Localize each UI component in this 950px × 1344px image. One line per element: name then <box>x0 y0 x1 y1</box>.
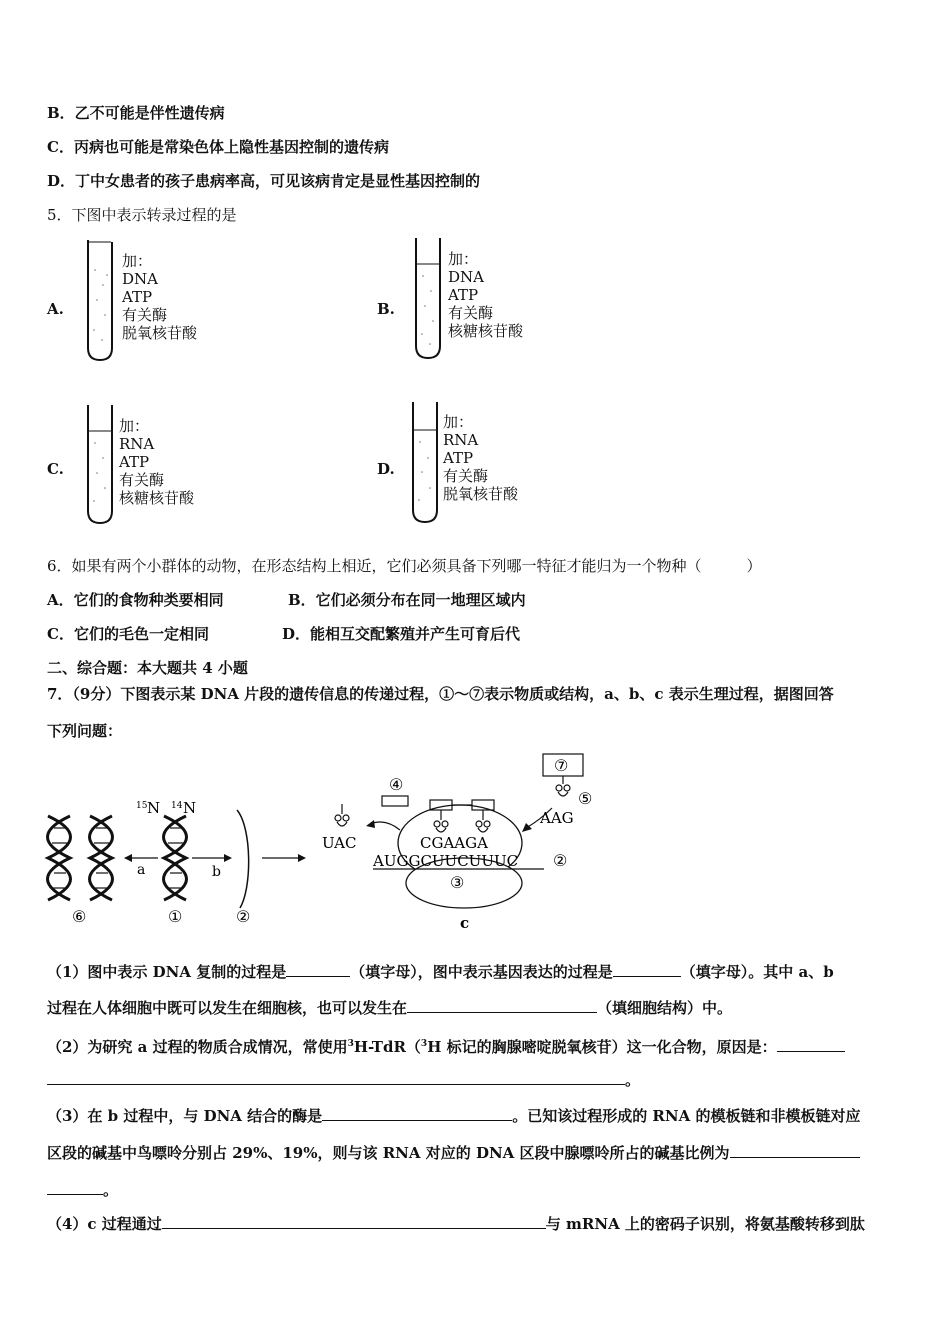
q5-a-line-3: ATP <box>122 288 153 306</box>
n15-n: N <box>147 799 161 817</box>
anticodon-text: CGAAGA <box>420 834 488 852</box>
q5-option-b-label: B. <box>377 300 395 318</box>
q5-d-line-3: ATP <box>443 449 474 467</box>
label-2-right: ② <box>553 851 568 870</box>
n14-n: N <box>183 799 197 817</box>
q5-a-line-2: DNA <box>122 270 158 288</box>
q7-p3-c: 区段的碱基中鸟嘌呤分别占 29%、19%，则与该 RNA 对应的 DNA 区段中腺嘌呤所占的碱基比例为 <box>47 1144 730 1162</box>
label-1: ① <box>168 907 183 926</box>
q4-option-d: D．丁中女患者的孩子患病率高，可见该病肯定是显性基因控制的 <box>47 172 481 190</box>
q5-b-line-1: 加： <box>448 250 479 268</box>
q7-p3-a: （3）在 b 过程中，与 DNA 结合的酶是 <box>47 1107 323 1125</box>
q5-b-line-3: ATP <box>448 286 479 304</box>
q5-option-d-label: D. <box>377 460 395 478</box>
q7-part2-line1 <box>47 1034 845 1057</box>
q7-p3-b: 。已知该过程形成的 RNA 的模板链和非模板链对应 <box>512 1107 861 1125</box>
q7-part3-line3 <box>47 1180 118 1200</box>
q7-p2-blank2[interactable] <box>47 1070 625 1085</box>
q5-a-line-4: 有关酶 <box>122 306 168 324</box>
q7-part4-line1 <box>47 1214 865 1234</box>
q6-option-b: B．它们必须分布在同一地理区域内 <box>288 591 526 609</box>
q7-p1-c: （填字母）。其中 a、b <box>680 963 834 981</box>
q5-option-a-label: A. <box>47 300 64 318</box>
q5-c-line-2: RNA <box>119 435 155 453</box>
q5-d-line-1: 加： <box>443 413 474 431</box>
q4-option-c: C．丙病也可能是常染色体上隐性基因控制的遗传病 <box>47 138 389 156</box>
label-6: ⑥ <box>72 907 87 926</box>
q5-c-line-5: 核糖核苷酸 <box>119 489 195 507</box>
uac-text: UAC <box>322 834 357 852</box>
q7-p4-blank1[interactable] <box>162 1214 546 1229</box>
label-4: ④ <box>389 775 404 794</box>
q7-part1-line2 <box>47 998 732 1018</box>
q7-p3-end: 。 <box>103 1181 119 1199</box>
test-tube-a <box>85 240 125 365</box>
q5-a-line-1: 加： <box>122 252 153 270</box>
q7-part3-line2 <box>47 1143 860 1163</box>
aag-text: AAG <box>540 809 574 827</box>
q7-p1-a: （1）图中表示 DNA 复制的过程是 <box>47 963 287 981</box>
section-2-heading: 二、综合题：本大题共 4 小题 <box>47 659 248 677</box>
q7-p1-b: （填字母），图中表示基因表达的过程是 <box>350 963 613 981</box>
q7-p3-blank3[interactable] <box>47 1180 103 1195</box>
dna-expression-figure <box>40 748 620 938</box>
q7-p1-e: （填细胞结构）中。 <box>597 999 733 1017</box>
q7-part3-line1 <box>47 1106 860 1126</box>
label-2-left: ② <box>236 907 251 926</box>
q5-d-line-5: 脱氧核苷酸 <box>443 485 519 503</box>
label-7: ⑦ <box>554 756 569 775</box>
q4-option-b: B．乙不可能是伴性遗传病 <box>47 104 225 122</box>
label-b: b <box>212 864 221 880</box>
q7-p2-sup1: 3 <box>347 1039 354 1049</box>
q7-p1-d: 过程在人体细胞中既可以发生在细胞核，也可以发生在 <box>47 999 408 1017</box>
q7-p1-blank3[interactable] <box>407 998 597 1013</box>
test-tube-b <box>413 236 453 364</box>
q7-p3-blank2[interactable] <box>730 1143 860 1158</box>
n14-sup: 14 <box>171 801 183 811</box>
q5-c-line-3: ATP <box>119 453 150 471</box>
q5-d-line-2: RNA <box>443 431 479 449</box>
q7-stem-line1: 7．（9分）下图表示某 DNA 片段的遗传信息的传递过程，①～⑦表示物质或结构，a、b、c 表示生理过程，据图回答 <box>47 685 834 703</box>
q7-p2-sup2: 3 <box>420 1039 428 1049</box>
q5-d-line-4: 有关酶 <box>443 467 489 485</box>
q5-b-line-4: 有关酶 <box>448 304 494 322</box>
q5-a-line-5: 脱氧核苷酸 <box>122 324 198 342</box>
q7-p3-blank1[interactable] <box>322 1106 512 1121</box>
q5-b-line-5: 核糖核苷酸 <box>448 322 524 340</box>
q7-stem-line2: 下列问题： <box>47 722 123 740</box>
q5-stem: 5．下图中表示转录过程的是 <box>47 206 237 224</box>
q7-p1-blank2[interactable] <box>613 962 681 977</box>
q7-p1-blank1[interactable] <box>286 962 350 977</box>
q6-option-a: A．它们的食物种类要相同 <box>47 591 224 609</box>
label-3: ③ <box>450 873 465 892</box>
q5-b-line-2: DNA <box>448 268 484 286</box>
label-5: ⑤ <box>578 789 593 808</box>
q7-p2-b: H-TdR（ <box>353 1038 421 1056</box>
n15-sup: 15 <box>136 801 148 811</box>
q5-c-line-4: 有关酶 <box>119 471 165 489</box>
q7-p2-blank1[interactable] <box>777 1037 845 1052</box>
mrna-strand-curve <box>237 810 249 908</box>
label-a: a <box>137 862 146 878</box>
q6-option-c: C．它们的毛色一定相同 <box>47 625 209 643</box>
q5-option-c-label: C. <box>47 460 64 478</box>
mrna-sequence: AUGGCUUCUUUC <box>373 852 519 870</box>
q7-part2-line2 <box>47 1070 640 1090</box>
q7-p4-b: 与 mRNA 上的密码子识别，将氨基酸转移到肽 <box>545 1215 865 1233</box>
q7-p4-a: （4）c 过程通过 <box>47 1215 162 1233</box>
q6-stem: 6．如果有两个小群体的动物，在形态结构上相近，它们必须具备下列哪一特征才能归为一个物种（ ） <box>47 557 762 575</box>
q6-option-d: D．能相互交配繁殖并产生可育后代 <box>282 625 521 643</box>
q7-p2-end: 。 <box>625 1071 641 1089</box>
label-c: c <box>460 914 470 932</box>
q7-p2-a: （2）为研究 a 过程的物质合成情况，常使用 <box>47 1038 348 1056</box>
q5-c-line-1: 加： <box>119 417 150 435</box>
q7-p2-c: H 标记的胸腺嘧啶脱氧核苷）这一化合物，原因是： <box>427 1038 777 1056</box>
q7-part1-line1 <box>47 962 834 982</box>
